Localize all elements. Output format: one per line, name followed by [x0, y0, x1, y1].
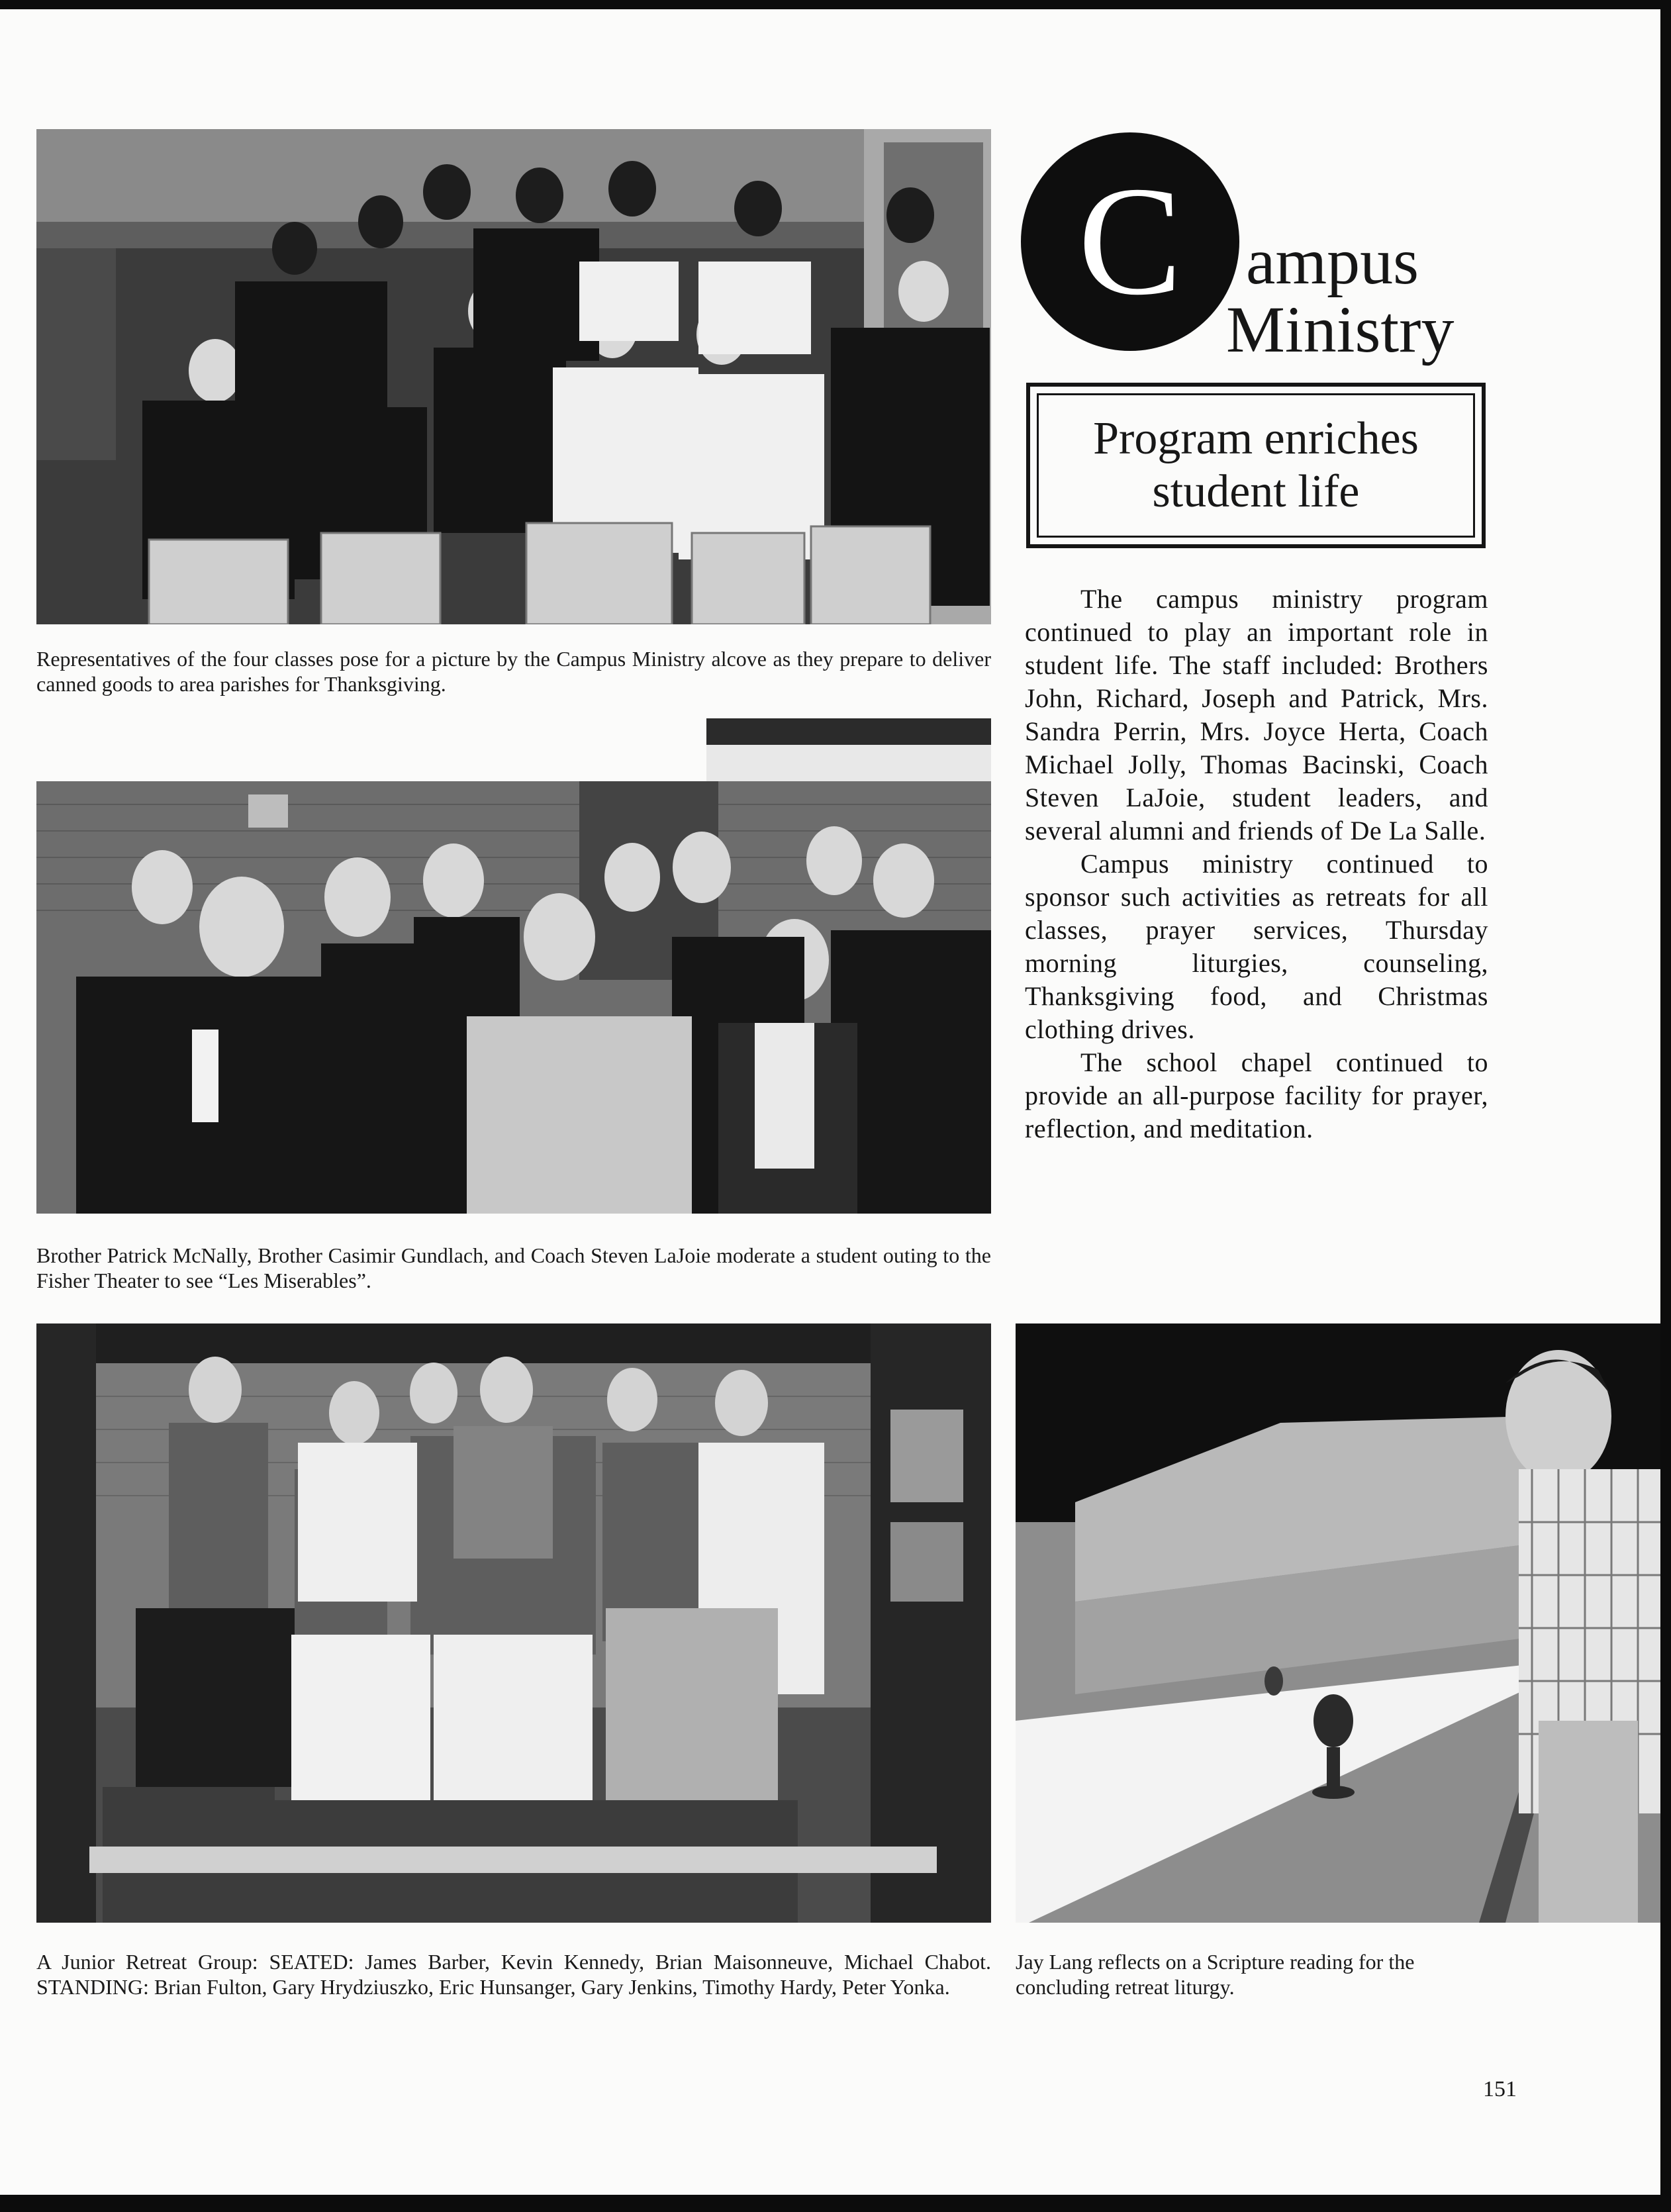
caption-scripture-reading: Jay Lang reflects on a Scripture reading for the concluding retreat liturgy. — [1016, 1950, 1415, 1999]
article-paragraph-2: Campus ministry continued to sponsor such activities as retreats for all classes, prayer services, Thursday morning liturgies, counseling, Thanksgiving food, and Christmas clothing drives. — [1025, 849, 1488, 1044]
photo-theater-outing — [36, 718, 991, 1214]
photo-canned-goods-group — [36, 129, 991, 624]
scan-border-bottom — [0, 2195, 1671, 2212]
subtitle-box — [1026, 383, 1486, 548]
article-body — [1025, 583, 1488, 1145]
drop-cap-circle — [1021, 132, 1239, 351]
article-paragraph-1: The campus ministry program continued to play an important role in student life. The staff included: Brothers John, Richard, Joseph and Patrick, Mrs. Sandra Perrin, Mrs. Joyce Herta, Coach Michael Jolly, Thomas Bacinski, Coach Steven LaJoie, student leaders, and several alumni and friends of De La Salle. — [1025, 584, 1488, 845]
caption-theater-outing: Brother Patrick McNally, Brother Casimir Gundlach, and Coach Steven LaJoie moderate a student outing to the Fisher Theater to see “Les Miserables”. — [36, 1243, 991, 1292]
subtitle-line-1: Program enriches — [1093, 413, 1419, 464]
scan-border-right — [1660, 0, 1671, 2212]
page-number: 151 — [1483, 2077, 1517, 2101]
section-title-line-2: Ministry — [1226, 293, 1455, 366]
section-title-line-1: ampus — [1246, 224, 1419, 298]
caption-canned-goods: Representatives of the four classes pose for a picture by the Campus Ministry alcove as they prepare to deliver canned goods to area parishes for Thanksgiving. — [36, 647, 991, 696]
subtitle-line-2: student life — [1152, 466, 1360, 517]
photo-scripture-reading — [1016, 1323, 1660, 1923]
drop-cap-letter: C — [1078, 155, 1182, 328]
photo-junior-retreat-group — [36, 1323, 991, 1923]
scan-border-top — [0, 0, 1671, 9]
caption-junior-retreat: A Junior Retreat Group: SEATED: James Barber, Kevin Kennedy, Brian Maisonneuve, Michael Chabot. STANDING: Brian Fulton, Gary Hrydziuszko, Eric Hunsanger, Gary Jenkins, Timothy Hardy, Peter Yonka. — [36, 1950, 991, 1999]
article-paragraph-3: The school chapel continued to provide an all-purpose facility for prayer, reflection, and meditation. — [1025, 1047, 1488, 1143]
